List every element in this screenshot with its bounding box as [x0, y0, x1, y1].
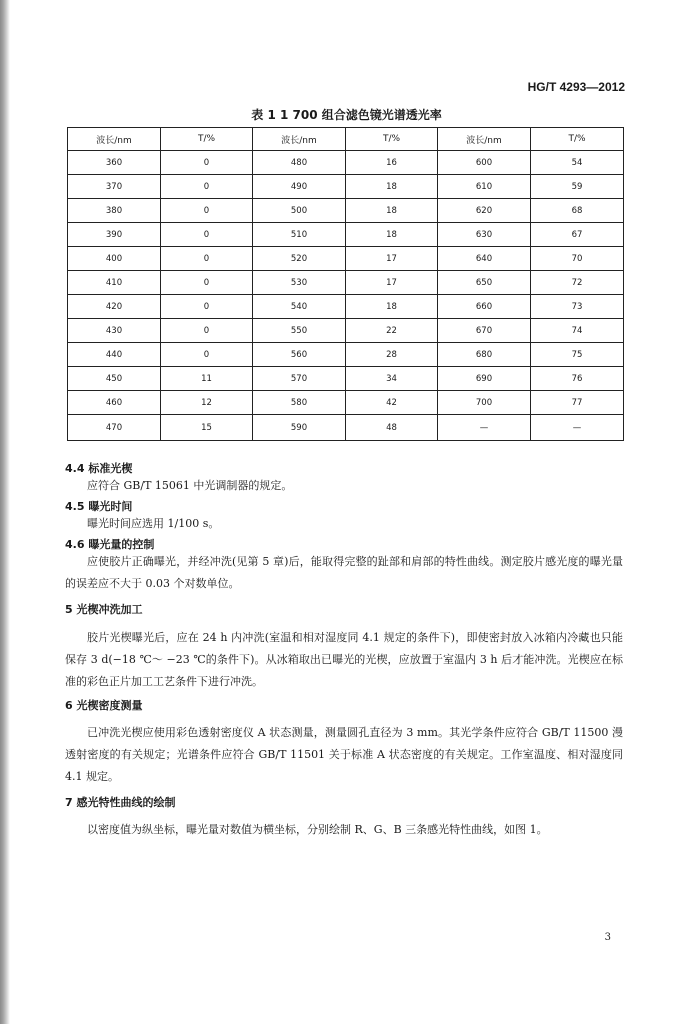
- table-row: [68, 367, 624, 391]
- table-cell: 72: [531, 271, 624, 295]
- table-row: [68, 319, 624, 343]
- table-row: [68, 343, 624, 367]
- section-heading-4-5: 4.5 曝光时间: [65, 500, 133, 513]
- table-cell: 680: [438, 343, 531, 367]
- table-cell: 660: [438, 295, 531, 319]
- table-cell: 460: [68, 391, 161, 415]
- section-text-4-4: 应符合 GB/T 15061 中光调制器的规定。: [87, 479, 293, 492]
- table-cell: 580: [253, 391, 346, 415]
- table-cell: 74: [531, 319, 624, 343]
- table-cell: 0: [161, 271, 253, 295]
- table-cell: 12: [161, 391, 253, 415]
- page-number: 3: [604, 932, 611, 943]
- table-cell: 28: [346, 343, 438, 367]
- table-cell: 76: [531, 367, 624, 391]
- table-cell: 490: [253, 175, 346, 199]
- table-cell: 17: [346, 247, 438, 271]
- section-text-5: 胶片光楔曝光后，应在 24 h 内冲洗(室温和相对湿度同 4.1 规定的条件下)，即使密封放入冰箱内冷藏也只能保存 3 d(−18 ℃～ −23 ℃的条件下)。从冰箱取出已曝光的光楔，应放置于室温内 3 h 后才能冲洗。光楔应在标准的彩色正片加工工艺条件下进行冲洗。: [65, 631, 623, 688]
- table-cell: 450: [68, 367, 161, 391]
- table-caption: 表 1 1 700 组合滤色镜光谱透光率: [251, 108, 442, 122]
- table-cell: 560: [253, 343, 346, 367]
- table-cell: 570: [253, 367, 346, 391]
- table-cell: 420: [68, 295, 161, 319]
- section-heading-4-6: 4.6 曝光量的控制: [65, 538, 155, 551]
- table-row: [68, 223, 624, 247]
- standard-id: HG/T 4293—2012: [527, 80, 625, 94]
- table-cell: 18: [346, 175, 438, 199]
- table-cell: 620: [438, 199, 531, 223]
- table-cell: 590: [253, 415, 346, 441]
- column-header: 波长/nm: [438, 128, 531, 151]
- table-cell: 600: [438, 151, 531, 175]
- table-cell: 650: [438, 271, 531, 295]
- table-cell: 690: [438, 367, 531, 391]
- table-cell: 18: [346, 223, 438, 247]
- column-header: T/%: [346, 128, 438, 151]
- table-row: [68, 295, 624, 319]
- table-cell: 480: [253, 151, 346, 175]
- table-cell: 16: [346, 151, 438, 175]
- table-cell: 0: [161, 175, 253, 199]
- table-cell: 400: [68, 247, 161, 271]
- section-heading-6: 6 光楔密度测量: [65, 699, 143, 712]
- table-cell: 700: [438, 391, 531, 415]
- table-cell: 68: [531, 199, 624, 223]
- table-cell: 0: [161, 319, 253, 343]
- table-row: [68, 391, 624, 415]
- table-cell: 22: [346, 319, 438, 343]
- table-cell: 670: [438, 319, 531, 343]
- column-header: T/%: [161, 128, 253, 151]
- table-cell: 510: [253, 223, 346, 247]
- table-cell: 34: [346, 367, 438, 391]
- table-cell: 630: [438, 223, 531, 247]
- table-cell: 500: [253, 199, 346, 223]
- section-heading-7: 7 感光特性曲线的绘制: [65, 796, 176, 809]
- transmittance-table: [67, 127, 624, 441]
- section-text-4-5: 曝光时间应选用 1/100 s。: [87, 517, 220, 530]
- table-cell: 0: [161, 295, 253, 319]
- table-cell: 540: [253, 295, 346, 319]
- table-cell: 42: [346, 391, 438, 415]
- table-cell: 430: [68, 319, 161, 343]
- table-cell: 54: [531, 151, 624, 175]
- table-cell: 67: [531, 223, 624, 247]
- table-cell: 360: [68, 151, 161, 175]
- table-cell: 530: [253, 271, 346, 295]
- column-header: T/%: [531, 128, 624, 151]
- section-text-4-6: 应使胶片正确曝光，并经冲洗(见第 5 章)后，能取得完整的趾部和肩部的特性曲线。测定胶片感光度的曝光量的误差应不大于 0.03 个对数单位。: [65, 555, 623, 590]
- table-cell: —: [531, 415, 624, 441]
- section-text-7: 以密度值为纵坐标，曝光量对数值为横坐标，分别绘制 R、G、B 三条感光特性曲线，如图 1。: [87, 823, 548, 836]
- section-text-6: 已冲洗光楔应使用彩色透射密度仪 A 状态测量，测量圆孔直径为 3 mm。其光学条件应符合 GB/T 11500 漫透射密度的有关规定；光谱条件应符合 GB/T 11501 关于标准 A 状态密度的有关规定。工作室温度、相对湿度同 4.1 规定。: [65, 726, 623, 783]
- table-cell: 77: [531, 391, 624, 415]
- table-cell: 440: [68, 343, 161, 367]
- table-cell: 48: [346, 415, 438, 441]
- table-cell: 59: [531, 175, 624, 199]
- table-cell: 380: [68, 199, 161, 223]
- table-cell: 520: [253, 247, 346, 271]
- table-header-row: [68, 128, 624, 151]
- section-heading-4-4: 4.4 标准光楔: [65, 462, 133, 475]
- table-cell: 18: [346, 295, 438, 319]
- scan-edge-shadow: [0, 0, 10, 1024]
- table-cell: 0: [161, 199, 253, 223]
- table-cell: 0: [161, 247, 253, 271]
- table-row: [68, 271, 624, 295]
- table-cell: 17: [346, 271, 438, 295]
- table-cell: 18: [346, 199, 438, 223]
- column-header: 波长/nm: [68, 128, 161, 151]
- table-row: [68, 151, 624, 175]
- table-cell: 410: [68, 271, 161, 295]
- table-cell: 640: [438, 247, 531, 271]
- table-cell: 0: [161, 223, 253, 247]
- table-row: [68, 415, 624, 441]
- table-cell: 11: [161, 367, 253, 391]
- table-cell: 370: [68, 175, 161, 199]
- table-cell: 610: [438, 175, 531, 199]
- table-cell: 470: [68, 415, 161, 441]
- table-cell: —: [438, 415, 531, 441]
- table-cell: 0: [161, 151, 253, 175]
- table-row: [68, 247, 624, 271]
- table-row: [68, 199, 624, 223]
- table-cell: 15: [161, 415, 253, 441]
- table-cell: 73: [531, 295, 624, 319]
- table-row: [68, 175, 624, 199]
- table-cell: 70: [531, 247, 624, 271]
- table-cell: 550: [253, 319, 346, 343]
- column-header: 波长/nm: [253, 128, 346, 151]
- table-cell: 0: [161, 343, 253, 367]
- table-cell: 390: [68, 223, 161, 247]
- table-cell: 75: [531, 343, 624, 367]
- section-heading-5: 5 光楔冲洗加工: [65, 603, 143, 616]
